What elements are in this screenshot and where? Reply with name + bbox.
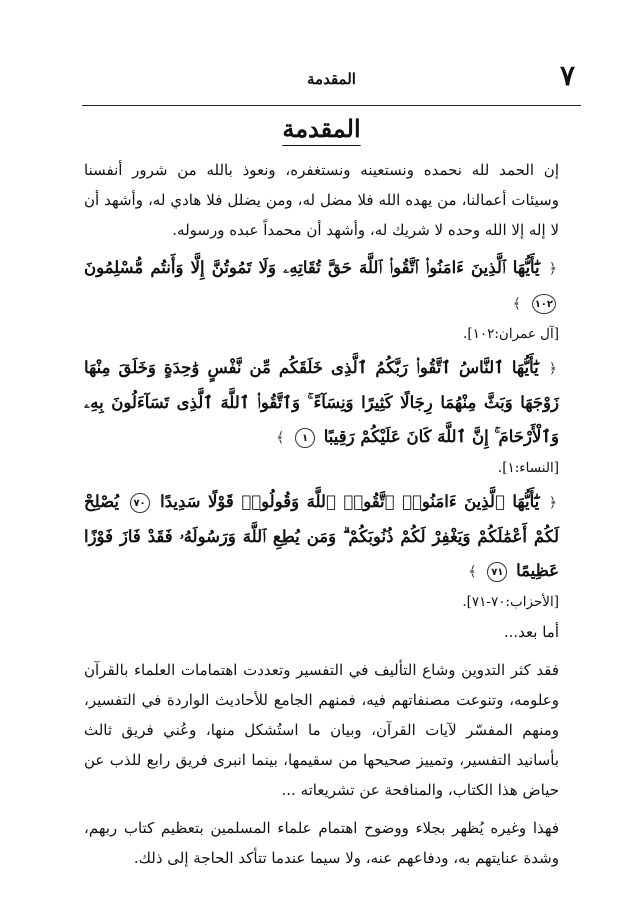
verse-text-part-2: يُصْلِحْ لَكُمْ أَعْمَٰلَكُمْ وَيَغْفِرْ لَكُمْ ذُنُوبَكُمْ ۗ وَمَن يُطِعِ ٱللَّهَ وَرَسُولَهُۥ فَقَدْ فَازَ فَوْزًا عَظِيمًا [84, 492, 559, 580]
verse-open-bracket: ﴿ [548, 361, 557, 377]
quran-verse-3 [84, 485, 559, 589]
verse-close-bracket: ﴾ [512, 296, 521, 312]
ayah-number-badge: ٧١ [487, 562, 507, 582]
quran-verse-2 [84, 351, 559, 455]
paragraph-gap [84, 805, 559, 813]
quran-verse-1 [84, 251, 559, 321]
verse-text: يَٰٓأَيُّهَا ٱلَّذِينَ ءَامَنُوا۟ ٱتَّقُوا۟ ٱللَّهَ حَقَّ تُقَاتِهِۦ وَلَا تَمُوتُنَّ إِلَّا وَأَنتُم مُّسْلِمُونَ [84, 258, 540, 277]
verse-text: يَٰٓأَيُّهَا ٱلنَّاسُ ٱتَّقُوا۟ رَبَّكُمُ ٱلَّذِى خَلَقَكُم مِّن نَّفْسٍ وَٰحِدَةٍ وَخَلَقَ مِنْهَا زَوْجَهَا وَبَثَّ مِنْهُمَا رِجَالًا كَثِيرًا وَنِسَآءً ۚ وَٱتَّقُوا۟ ٱللَّهَ ٱلَّذِى تَسَآءَلُونَ بِهِۦ وَٱلْأَرْحَامَ ۚ إِنَّ ٱللَّهَ كَانَ عَلَيْكُمْ رَقِيبًا [84, 358, 559, 446]
paragraph-gap [84, 647, 559, 655]
running-header [82, 59, 581, 106]
verse-close-bracket: ﴾ [276, 430, 285, 446]
verse-open-bracket: ﴿ [548, 495, 557, 511]
verse-reference: [الأحزاب:٧٠-٧١]. [462, 594, 559, 610]
verse-text-part-1: يَٰٓأَيُّهَا ٱلَّذِينَ ءَامَنُوا۟ ٱتَّقُوا۟ ٱللَّهَ وَقُولُوا۟ قَوْلًا سَدِيدًا [160, 492, 540, 511]
header-rule [82, 105, 581, 106]
amma-bad-line: أما بعد... [503, 623, 559, 641]
running-title: المقدمة [307, 70, 356, 88]
verse-open-bracket: ﴿ [548, 261, 557, 277]
verse-reference: [النساء:١]. [497, 460, 559, 476]
ayah-number-badge: ٧٠ [130, 493, 150, 513]
section-title: المقدمة [282, 114, 361, 143]
opening-paragraph: إن الحمد لله نحمده ونستعينه ونستغفره، ونعوذ بالله من شرور أنفسنا وسيئات أعمالنا، من يهده الله فلا مضل له، ومن يضلل فلا هادي له، وأشهد أن لا إله إلا الله وحده لا شريك له، وأشهد أن محمداً عبده ورسوله. [84, 161, 559, 239]
page-number: ٧ [559, 59, 575, 92]
verse-close-bracket: ﴾ [468, 564, 477, 580]
ayah-number-badge: ١٠٢ [532, 294, 556, 314]
page-body [84, 112, 559, 873]
closing-paragraph-1: فقد كثر التدوين وشاع التأليف في التفسير وتعددت اهتمامات العلماء بالقرآن وعلومه، وتنوعت مصنفاتهم فيه، فمنهم الجامع للأحاديث الواردة في التفسير، ومنهم المفسّر لآيات القرآن، وبيان ما استُشكل منها، وعُني فريق ثالث بأسانيد التفسير، وتمييز صحيحها من سقيمها، بينما انبرى فريق رابع للذب عن حياض هذا الكتاب، والمنافحة عن تشريعاته ... [84, 661, 559, 799]
closing-paragraph-2: فهذا وغيره يُظهر بجلاء ووضوح اهتمام علماء المسلمين بتعظيم كتاب ربهم، وشدة عنايتهم به، ودفاعهم عنه، ولا سيما عندما تتأكد الحاجة إلى ذلك. [84, 819, 559, 867]
ayah-number-badge: ١ [295, 428, 315, 448]
verse-reference: [آل عمران:١٠٢]. [463, 326, 559, 342]
